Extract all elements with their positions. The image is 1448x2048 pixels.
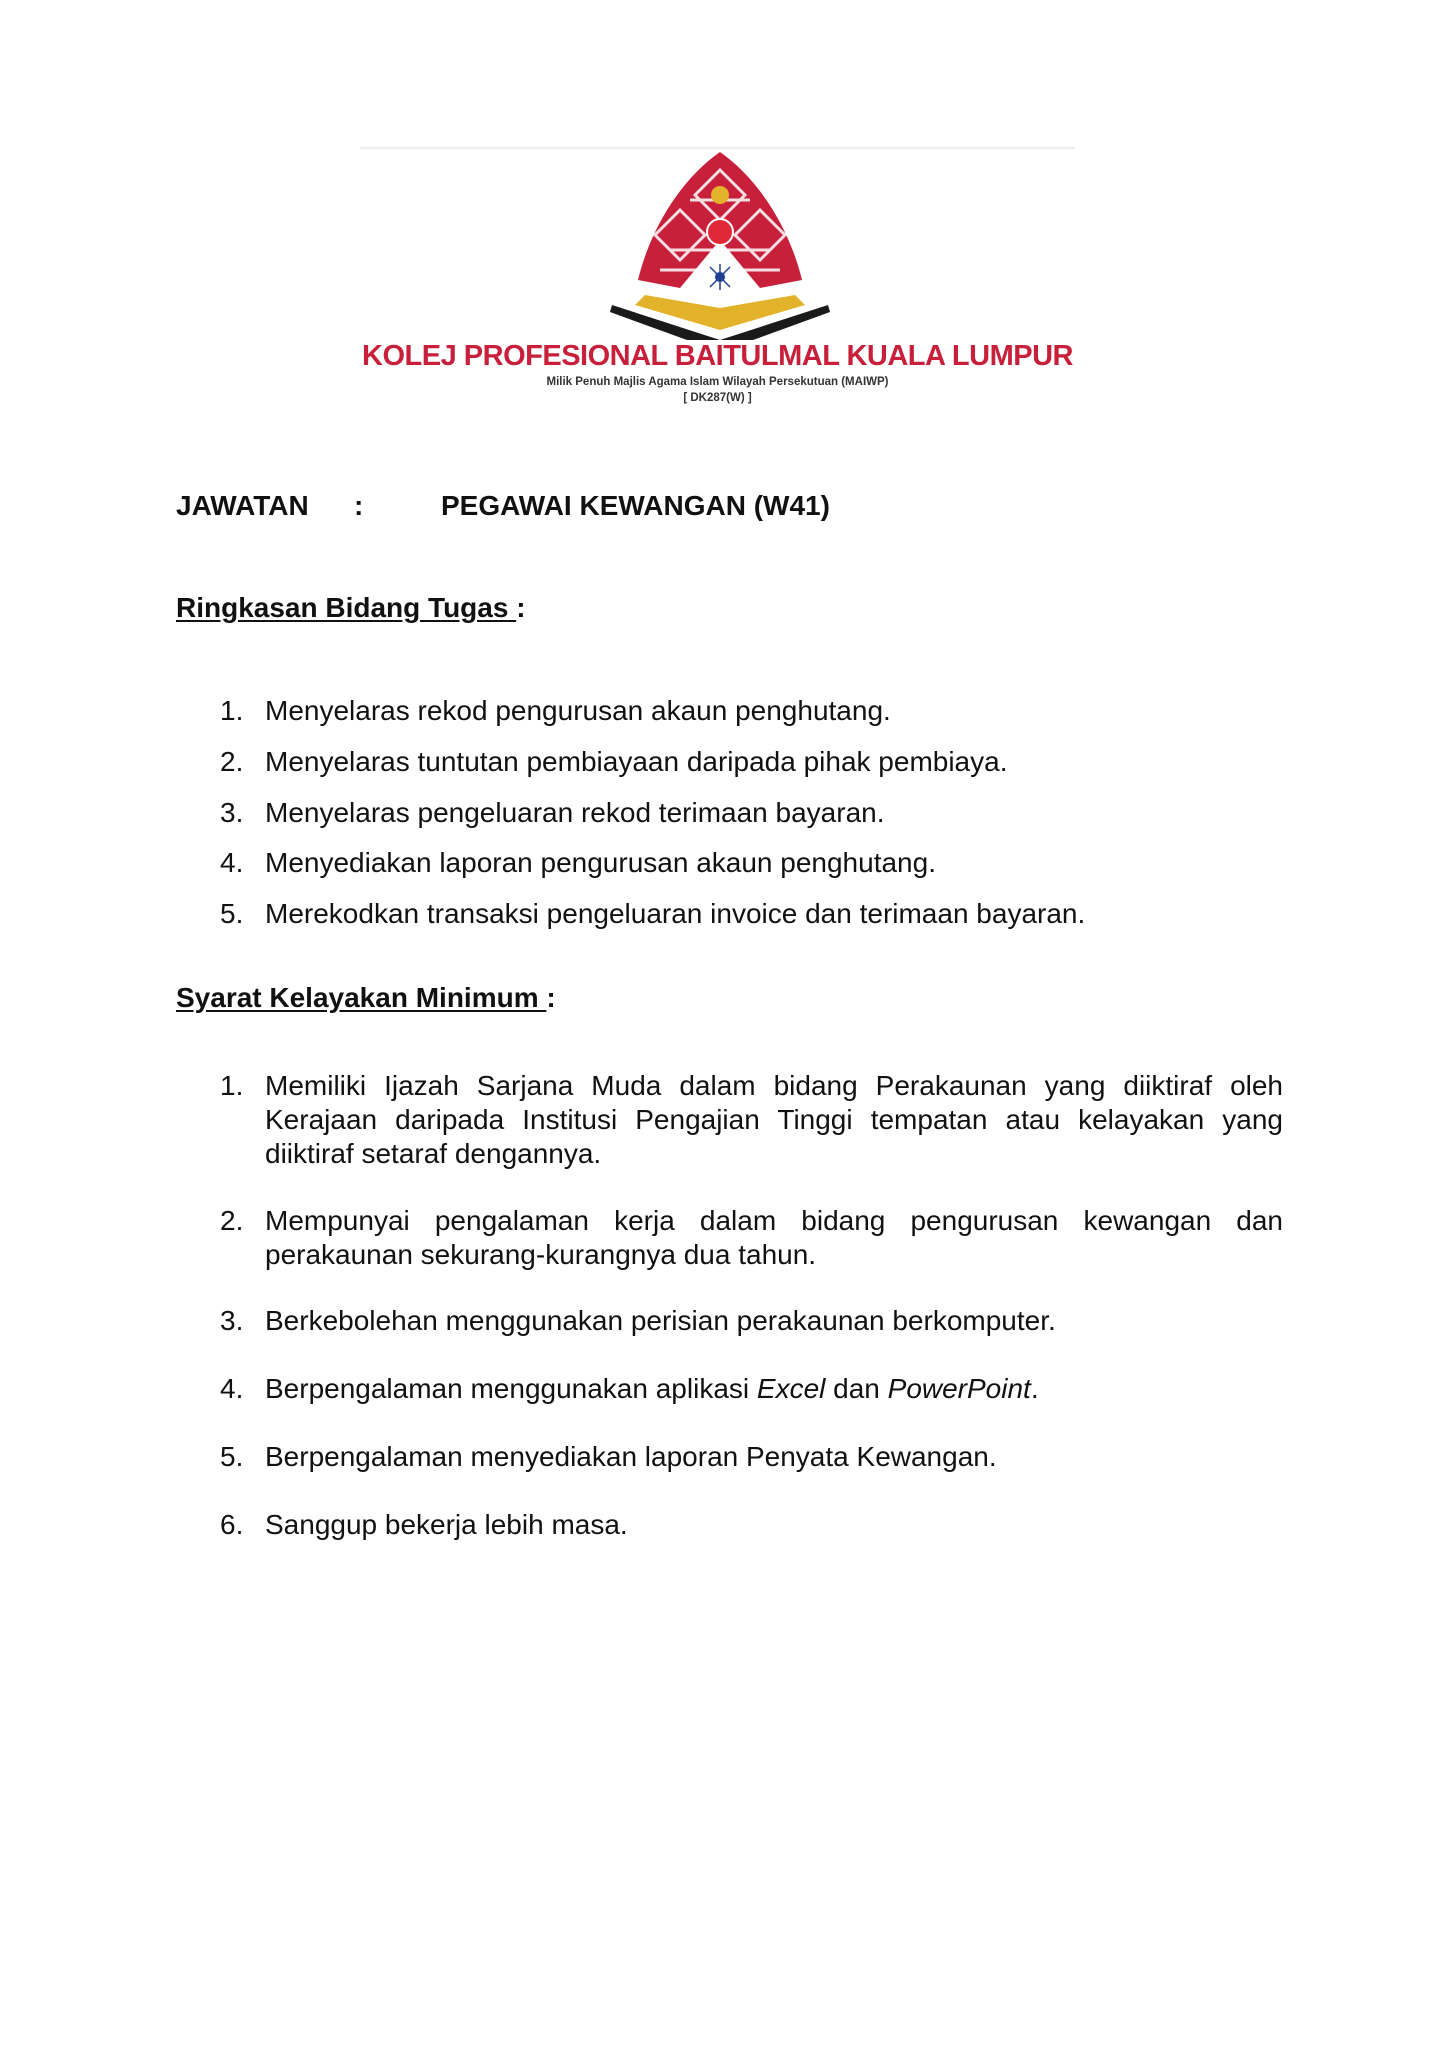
item-number: 5. — [220, 898, 244, 929]
duty-item — [220, 796, 1283, 830]
duties-heading-colon: : — [516, 592, 526, 623]
item-number: 6. — [220, 1509, 244, 1540]
requirement-item — [220, 1304, 1283, 1338]
item-text: Merekodkan transaksi pengeluaran invoice dan terimaan bayaran. — [265, 898, 1086, 929]
item-text: Sanggup bekerja lebih masa. — [265, 1509, 628, 1540]
item-text-powerpoint: PowerPoint — [887, 1373, 1031, 1404]
item-number: 3. — [220, 1305, 244, 1336]
duties-heading — [176, 592, 526, 624]
item-number: 4. — [220, 1373, 244, 1404]
duty-item — [220, 846, 1283, 880]
college-logo — [350, 140, 1085, 415]
item-number: 2. — [220, 746, 244, 777]
requirement-item — [220, 1508, 1283, 1542]
requirement-item — [220, 1440, 1283, 1474]
item-number: 2. — [220, 1205, 244, 1236]
requirement-item — [220, 1069, 1283, 1171]
item-text: Menyediakan laporan pengurusan akaun penghutang. — [265, 847, 936, 878]
college-name: KOLEJ PROFESIONAL BAITULMAL KUALA LUMPUR — [362, 340, 1073, 372]
item-number: 1. — [220, 695, 244, 726]
position-colon: : — [354, 490, 364, 521]
requirement-item — [220, 1372, 1283, 1406]
item-text: Menyelaras rekod pengurusan akaun penghutang. — [265, 695, 891, 726]
item-number: 5. — [220, 1441, 244, 1472]
item-number: 1. — [220, 1070, 244, 1101]
position-label: JAWATAN — [176, 490, 309, 521]
item-text: Menyelaras pengeluaran rekod terimaan bayaran. — [265, 797, 885, 828]
item-text-part: . — [1030, 1373, 1039, 1404]
item-text-excel: Excel — [756, 1373, 826, 1404]
item-text: Memiliki Ijazah Sarjana Muda dalam bidang Perakaunan yang diiktiraf oleh Kerajaan daripada Institusi Pengajian Tinggi tempatan atau kelayakan yang diiktiraf setaraf dengannya. — [265, 1070, 1283, 1169]
item-number: 4. — [220, 847, 244, 878]
item-text-part: Berpengalaman menggunakan aplikasi — [265, 1373, 757, 1404]
item-text-part: dan — [825, 1373, 888, 1404]
requirements-heading — [176, 982, 556, 1014]
requirements-heading-text: Syarat Kelayakan Minimum — [176, 982, 547, 1013]
position-value: PEGAWAI KEWANGAN (W41) — [441, 490, 830, 521]
college-ownership: Milik Penuh Majlis Agama Islam Wilayah Persekutuan (MAIWP) — [546, 376, 889, 388]
item-text — [265, 1372, 1283, 1406]
duty-item — [220, 745, 1283, 779]
logo-emblem-icon — [350, 140, 1085, 340]
duty-item — [220, 694, 1283, 728]
item-text: Menyelaras tuntutan pembiayaan daripada pihak pembiaya. — [265, 746, 1008, 777]
item-number: 3. — [220, 797, 244, 828]
requirements-heading-colon: : — [546, 982, 556, 1013]
item-text: Mempunyai pengalaman kerja dalam bidang pengurusan kewangan dan perakaunan sekurang-kurangnya dua tahun. — [265, 1205, 1283, 1270]
item-text: Berpengalaman menyediakan laporan Penyata Kewangan. — [265, 1441, 997, 1472]
duty-item — [220, 897, 1283, 931]
item-text: Berkebolehan menggunakan perisian perakaunan berkomputer. — [265, 1305, 1056, 1336]
requirement-item — [220, 1204, 1283, 1272]
college-code: [ DK287(W) ] — [683, 392, 752, 404]
duties-heading-text: Ringkasan Bidang Tugas — [176, 592, 517, 623]
